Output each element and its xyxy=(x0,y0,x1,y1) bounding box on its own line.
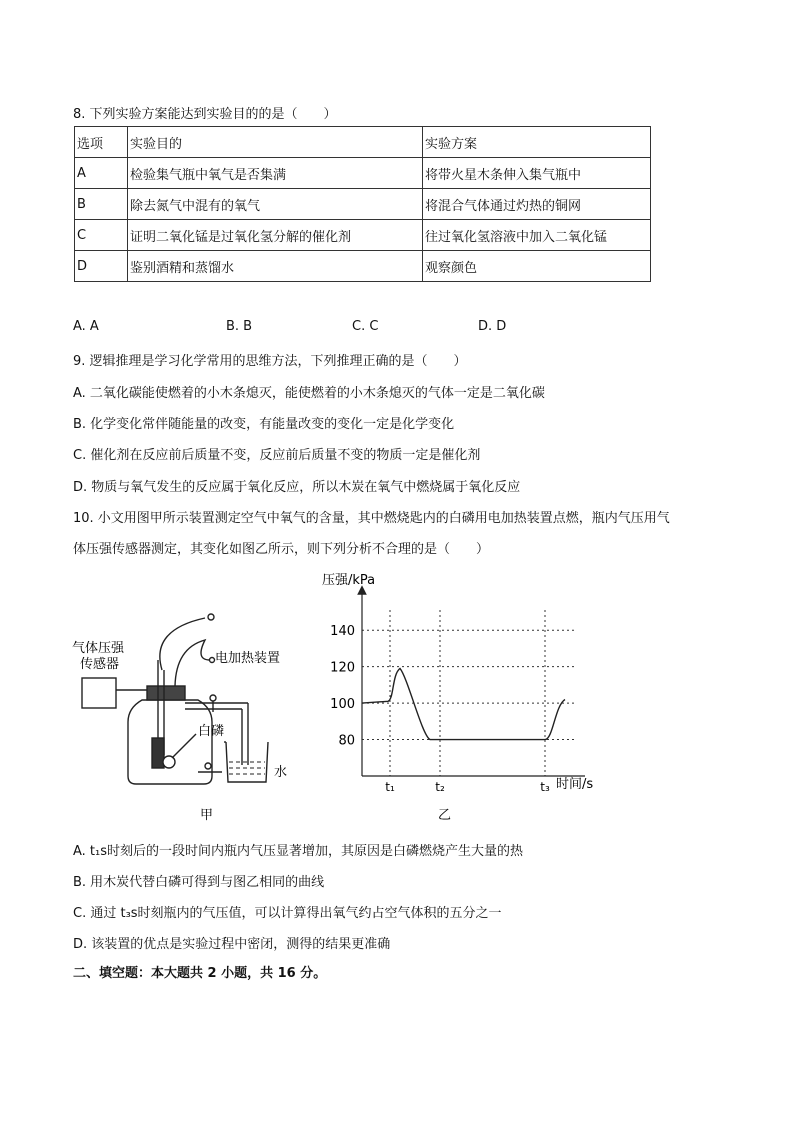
table-cell: A xyxy=(75,158,128,189)
table-cell: C xyxy=(75,220,128,251)
q10-option-a: A. t₁s时刻后的一段时间内瓶内气压显著增加，其原因是白磷燃烧产生大量的热 xyxy=(73,844,524,859)
phosphorus-spoon xyxy=(152,738,164,768)
figure-caption-jia: 甲 xyxy=(200,808,214,823)
table-cell: 往过氧化氢溶液中加入二氧化锰 xyxy=(423,220,651,251)
q9-option-a: A. 二氧化碳能使燃着的小木条熄灭，能使燃着的小木条熄灭的气体一定是二氧化碳 xyxy=(73,386,545,401)
table-header-cell: 实验目的 xyxy=(128,127,423,158)
q10-option-b: B. 用木炭代替白磷可得到与图乙相同的曲线 xyxy=(73,875,325,890)
q8-option-d: D. D xyxy=(478,319,507,334)
table-cell: 观察颜色 xyxy=(423,251,651,282)
pressure-chart xyxy=(315,570,615,825)
sensor-label-2: 传感器 xyxy=(80,657,120,672)
table-header-row xyxy=(75,127,651,158)
q10-option-d: D. 该装置的优点是实验过程中密闭，测得的结果更准确 xyxy=(73,937,391,952)
table-row xyxy=(75,189,651,220)
table-cell: 检验集气瓶中氧气是否集满 xyxy=(128,158,423,189)
sensor-label-1: 气体压强 xyxy=(72,641,125,656)
q9-option-b: B. 化学变化常伴随能量的改变，有能量改变的变化一定是化学变化 xyxy=(73,417,455,432)
heater-label: 电加热装置 xyxy=(215,651,281,666)
sensor-box xyxy=(82,678,116,708)
section-heading: 二、填空题：本大题共 2 小题，共 16 分。 xyxy=(73,966,327,981)
q9-stem: 9. 逻辑推理是学习化学常用的思维方法，下列推理正确的是（ ） xyxy=(73,354,467,369)
table-cell: 将带火星木条伸入集气瓶中 xyxy=(423,158,651,189)
table-cell: B xyxy=(75,189,128,220)
q9-option-d: D. 物质与氧气发生的反应属于氧化反应，所以木炭在氧气中燃烧属于氧化反应 xyxy=(73,480,521,495)
q8-option-b: B. B xyxy=(226,319,253,334)
phosphorus-label: 白磷 xyxy=(198,724,225,739)
q8-option-c: C. C xyxy=(352,319,379,334)
table-row xyxy=(75,251,651,282)
heater-wire xyxy=(175,640,210,686)
table-cell: D xyxy=(75,251,128,282)
q8-table xyxy=(74,126,651,282)
q10-option-c: C. 通过 t₃s时刻瓶内的气压值，可以计算得出氧气约占空气体积的五分之一 xyxy=(73,906,502,921)
table-row xyxy=(75,220,651,251)
table-header-cell: 选项 xyxy=(75,127,128,158)
table-row xyxy=(75,158,651,189)
y-tick-label: 120 xyxy=(330,660,355,676)
apparatus-figure xyxy=(65,605,315,830)
pressure-curve xyxy=(362,668,565,739)
table-cell: 除去氮气中混有的氧气 xyxy=(128,189,423,220)
y-tick-label: 100 xyxy=(330,697,355,713)
y-tick-label: 80 xyxy=(338,733,355,749)
table-cell: 鉴别酒精和蒸馏水 xyxy=(128,251,423,282)
y-tick-label: 140 xyxy=(330,624,355,640)
chart-gridlines xyxy=(362,610,574,776)
x-axis-label: 时间/s xyxy=(556,777,594,792)
table-cell: 将混合气体通过灼热的铜网 xyxy=(423,189,651,220)
q8-option-a: A. A xyxy=(73,319,99,334)
figure-caption-yi: 乙 xyxy=(438,808,452,823)
x-tick-label: t₃ xyxy=(540,780,550,794)
heater-wire-2 xyxy=(160,618,205,670)
x-tick-label: t₂ xyxy=(435,780,445,794)
x-tick-label: t₁ xyxy=(385,780,395,794)
water-label: 水 xyxy=(274,765,288,780)
q10-stem-line2: 体压强传感器测定，其变化如图乙所示，则下列分析不合理的是（ ） xyxy=(73,542,490,557)
q9-option-c: C. 催化剂在反应前后质量不变，反应前后质量不变的物质一定是催化剂 xyxy=(73,448,481,463)
table-cell: 证明二氧化锰是过氧化氢分解的催化剂 xyxy=(128,220,423,251)
water-level xyxy=(229,762,265,774)
q8-stem: 8. 下列实验方案能达到实验目的的是（ ） xyxy=(73,107,337,122)
y-axis-label: 压强/kPa xyxy=(322,573,376,588)
stopper xyxy=(147,686,185,700)
q10-stem-line1: 10. 小文用图甲所示装置测定空气中氧气的含量，其中燃烧匙内的白磷用电加热装置点燃，瓶内气压用气 xyxy=(73,511,670,526)
table-header-cell: 实验方案 xyxy=(423,127,651,158)
